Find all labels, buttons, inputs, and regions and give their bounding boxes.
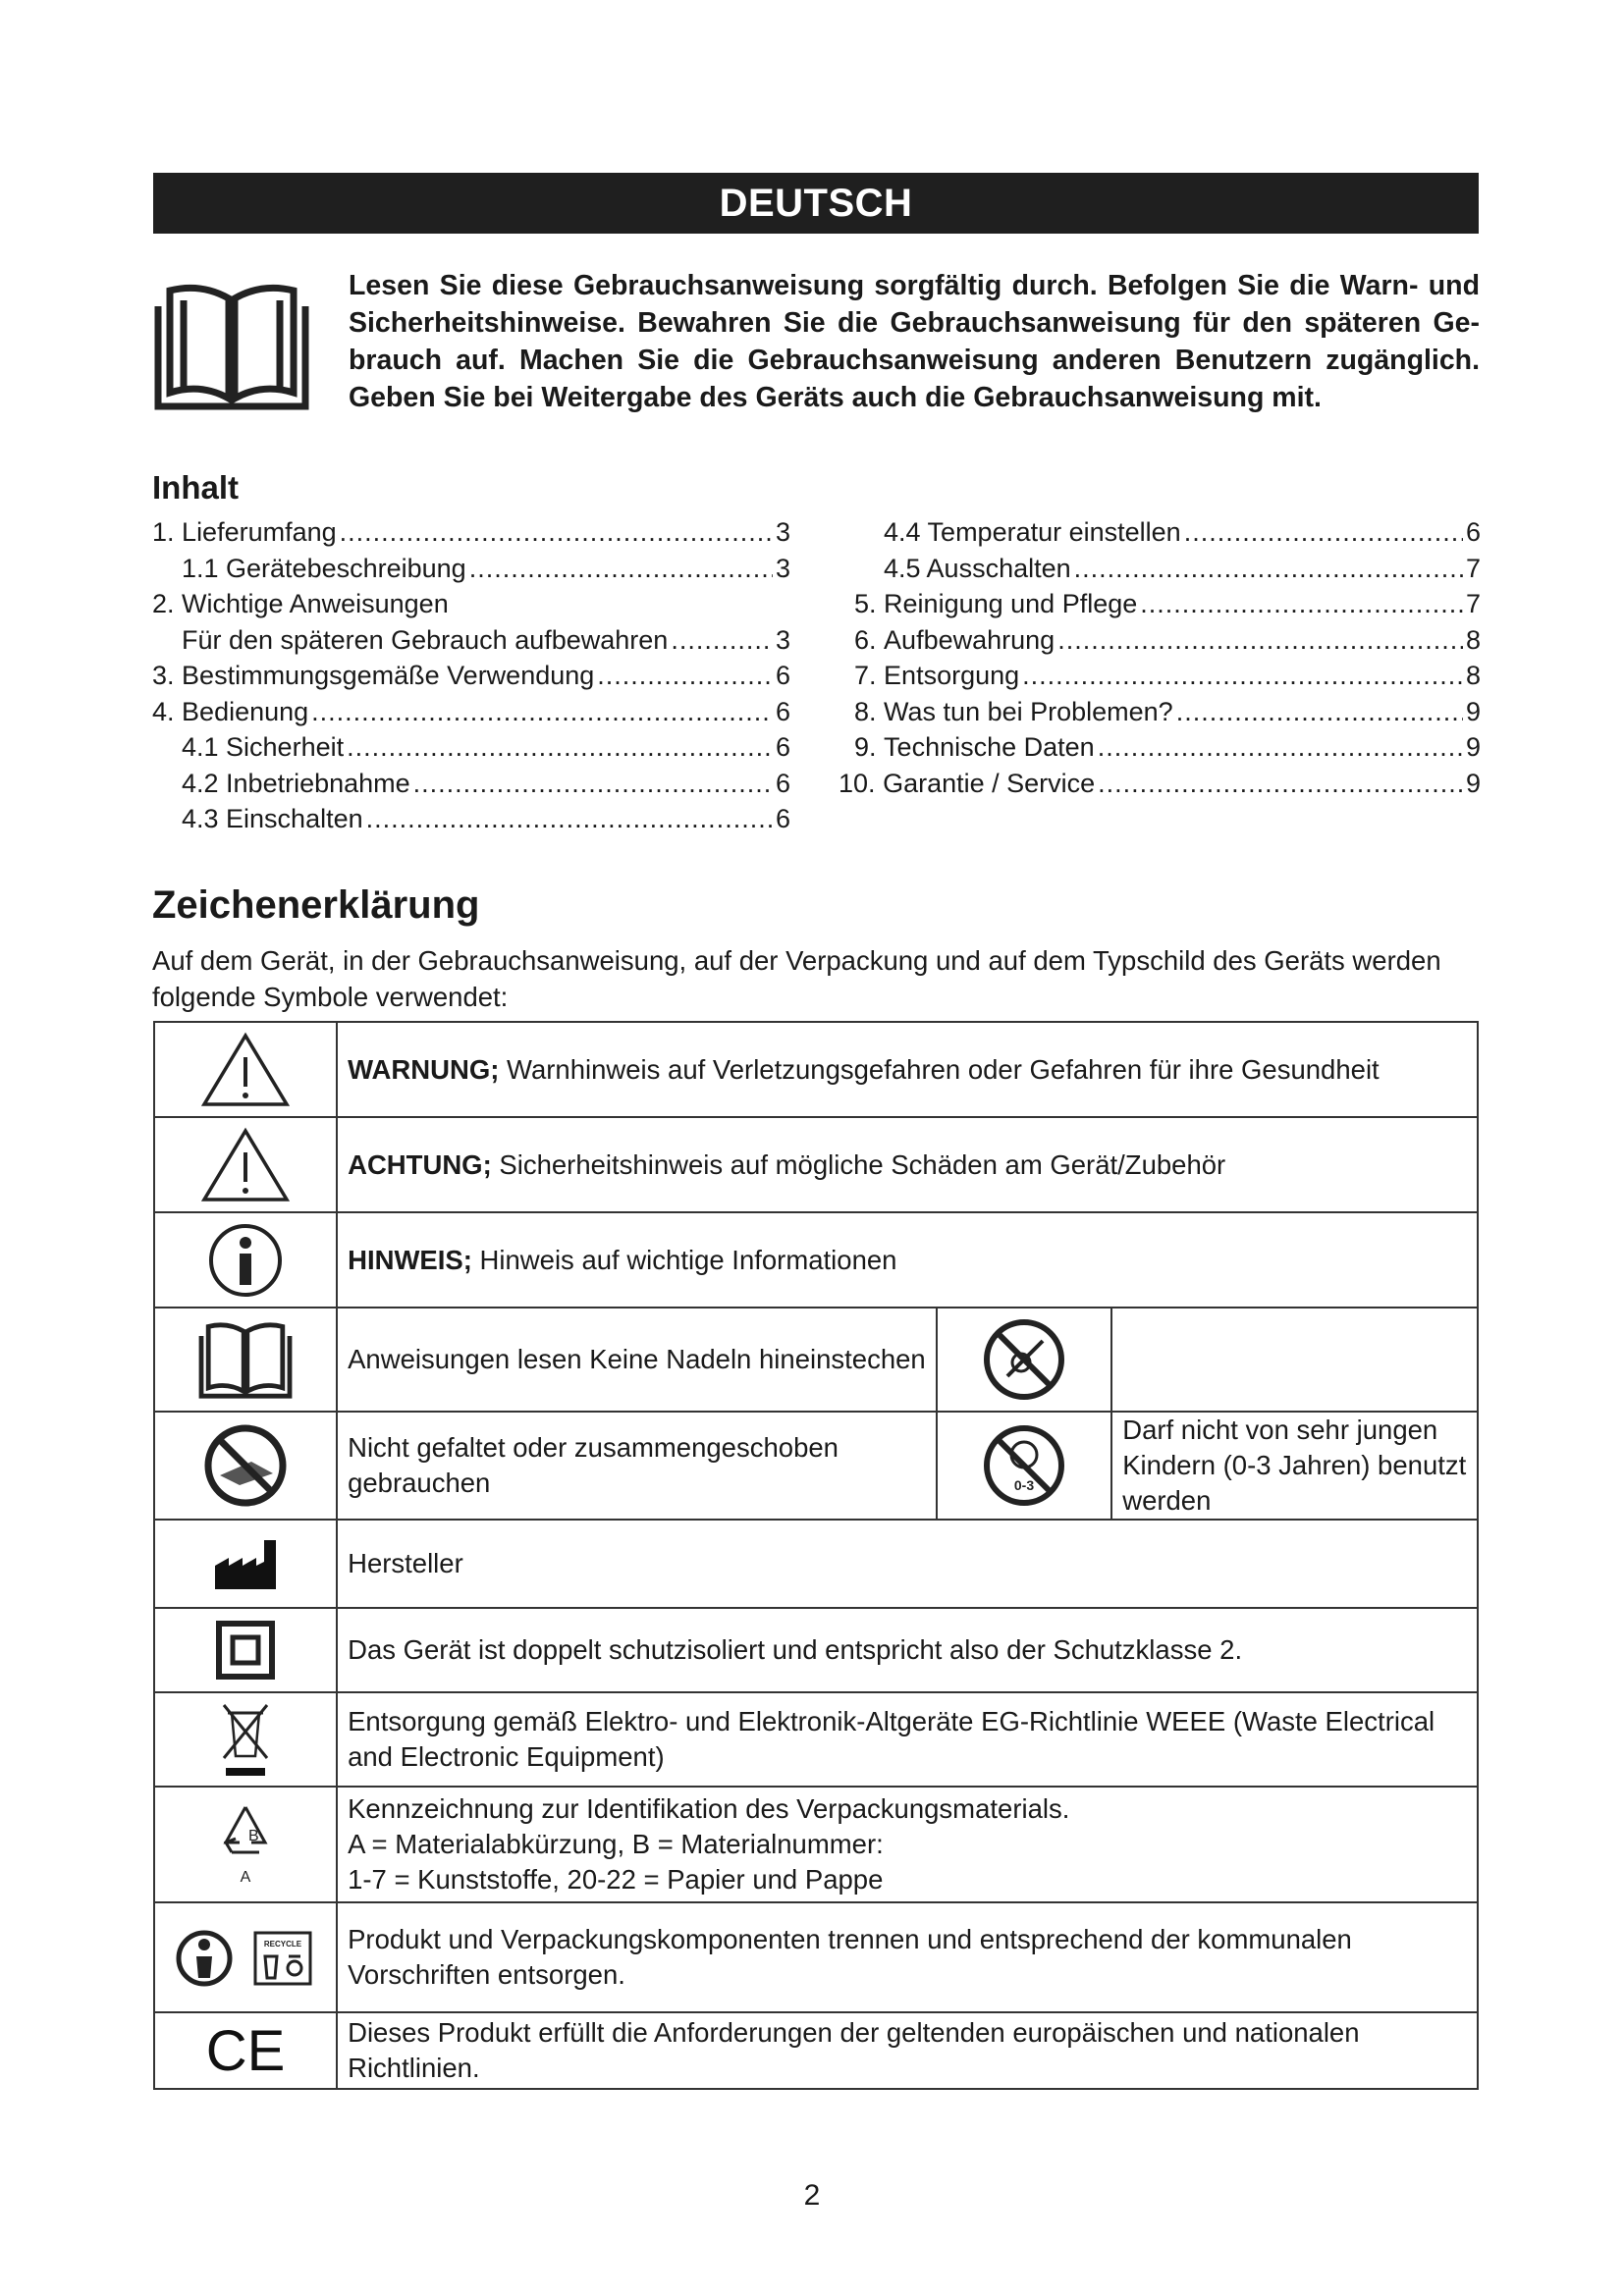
toc-entry[interactable]: 4.4 Temperatur einstellen ..... 6 bbox=[833, 515, 1481, 552]
packaging-line-3: 1-7 = Kunststoffe, 20-22 = Papier und Pappe bbox=[348, 1864, 884, 1895]
symbol-table bbox=[153, 1021, 1479, 2090]
toc-entry[interactable]: 4.5 Ausschalten ..... 7 bbox=[833, 552, 1481, 588]
toc-entry[interactable]: 9. Technische Daten ..... 9 bbox=[833, 730, 1481, 767]
ce-mark: CE bbox=[205, 2023, 286, 2078]
book-icon bbox=[152, 277, 311, 414]
book-icon bbox=[197, 1318, 294, 1401]
language-title: DEUTSCH bbox=[719, 181, 913, 225]
no-needles-text: Keine Nadeln hineinstechen bbox=[589, 1344, 926, 1374]
toc-entry[interactable]: 3. Bestimmungsgemäße Verwendung ..... 6 bbox=[152, 659, 790, 695]
note-text: Hinweis auf wichtige Informationen bbox=[471, 1244, 897, 1275]
toc-title: Inhalt bbox=[152, 469, 239, 506]
warning-text: Warnhinweis auf Verletzungsgefahren oder Gefahren für ihre Gesundheit bbox=[499, 1053, 1380, 1085]
toc-entry[interactable]: 1. Lieferumfang ..... 3 bbox=[152, 515, 790, 552]
separate-waste-text: Produkt und Verpackungskomponenten trennen und entsprechend der kommunalen Vorschriften entsorgen. bbox=[337, 1902, 1478, 2012]
table-row bbox=[154, 1787, 1478, 1902]
table-row bbox=[154, 1520, 1478, 1608]
caution-text: Sicherheitshinweis auf mögliche Schäden am Gerät/Zubehör bbox=[491, 1148, 1226, 1180]
table-row bbox=[154, 1902, 1478, 2012]
toc-entry[interactable]: Für den späteren Gebrauch aufbewahren ..... 3 bbox=[152, 623, 790, 660]
table-row bbox=[154, 1692, 1478, 1787]
recycle-a-label: A bbox=[240, 1869, 251, 1886]
info-icon bbox=[206, 1221, 285, 1300]
language-header bbox=[153, 173, 1479, 234]
caution-triangle-icon bbox=[200, 1127, 291, 1203]
toc-entry[interactable]: 4.3 Einschalten ..... 6 bbox=[152, 802, 790, 838]
table-row bbox=[154, 1212, 1478, 1308]
toc-entry[interactable]: 6. Aufbewahrung ..... 8 bbox=[833, 623, 1481, 660]
toc-entry[interactable]: 4. Bedienung ..... 6 bbox=[152, 695, 790, 731]
legend-intro: Auf dem Gerät, in der Gebrauchsanweisung, auf der Verpackung und auf dem Typschild des Geräts werden folgende Symbole verwendet: bbox=[152, 945, 1441, 1012]
packaging-line-1: Kennzeichnung zur Identifikation des Verpackungsmaterials. bbox=[348, 1793, 1070, 1824]
caution-label: ACHTUNG; bbox=[348, 1148, 492, 1180]
recycling-code-icon bbox=[216, 1799, 275, 1890]
note-label: HINWEIS; bbox=[348, 1244, 472, 1275]
weee-bin-icon bbox=[216, 1699, 275, 1780]
table-row bbox=[154, 1412, 1478, 1520]
double-insulated-text: Das Gerät ist doppelt schutzisoliert und entspricht also der Schutzklasse 2. bbox=[337, 1608, 1478, 1692]
page-number: 2 bbox=[803, 2179, 821, 2212]
not-folded-icon bbox=[202, 1422, 289, 1509]
double-insulation-icon bbox=[215, 1620, 276, 1681]
warning-triangle-icon bbox=[200, 1032, 291, 1108]
ce-text: Dieses Produkt erfüllt die Anforderungen der geltenden europäischen und nationalen Richtlinien. bbox=[337, 2012, 1478, 2089]
toc-left-column bbox=[152, 515, 790, 838]
toc-entry[interactable]: 8. Was tun bei Problemen? ..... 9 bbox=[833, 695, 1481, 731]
not-for-children-icon bbox=[982, 1423, 1066, 1508]
factory-icon bbox=[211, 1536, 280, 1591]
table-row bbox=[154, 1608, 1478, 1692]
manufacturer-text: Hersteller bbox=[337, 1520, 1478, 1608]
ce-mark-icon bbox=[201, 2023, 290, 2078]
recycle-b-label: B bbox=[248, 1828, 259, 1844]
weee-text: Entsorgung gemäß Elektro- und Elektronik-Altgeräte EG-Richtlinie WEEE (Waste Electrical and Electronic Equipment) bbox=[337, 1692, 1478, 1787]
packaging-line-2: A = Materialabkürzung, B = Materialnummer: bbox=[348, 1829, 884, 1859]
age-badge: 0-3 bbox=[1013, 1477, 1035, 1493]
warning-label: WARNUNG; bbox=[348, 1053, 500, 1085]
not-folded-text: Nicht gefaltet oder zusammengeschoben gebrauchen bbox=[337, 1412, 937, 1520]
no-needles-icon bbox=[982, 1317, 1066, 1402]
intro-paragraph: Lesen Sie diese Gebrauchsanweisung sorgfältig durch. Befolgen Sie die Warn- und Sicherheitshinweise. Bewahren Sie die Gebrauchsanweisung für den späteren Gebrauch auf. Machen Sie die Gebrauchsanweisung anderen Benutzern zugänglich. Geben Sie bei Weitergabe des Geräts auch die Gebrauchsanweisung mit. bbox=[349, 270, 1480, 413]
toc-entry[interactable]: 7. Entsorgung ..... 8 bbox=[833, 659, 1481, 695]
not-for-children-text: Darf nicht von sehr jungen Kindern (0-3 Jahren) benutzt werden bbox=[1111, 1412, 1478, 1520]
separate-waste-icon bbox=[167, 1923, 324, 1992]
table-row bbox=[154, 1022, 1478, 1117]
read-instructions-text: Anweisungen lesen bbox=[348, 1344, 582, 1374]
toc-entry[interactable]: 4.1 Sicherheit ..... 6 bbox=[152, 730, 790, 767]
table-row bbox=[154, 1117, 1478, 1212]
toc-entry[interactable]: 10. Garantie / Service ..... 9 bbox=[833, 767, 1481, 803]
recycle-badge-label: RECYCLE bbox=[263, 1940, 302, 1949]
toc-entry[interactable]: 2. Wichtige Anweisungen bbox=[152, 589, 449, 618]
table-row bbox=[154, 2012, 1478, 2089]
toc-entry[interactable]: 5. Reinigung und Pflege ..... 7 bbox=[833, 587, 1481, 623]
table-row bbox=[154, 1308, 1478, 1412]
toc-entry[interactable]: 4.2 Inbetriebnahme ..... 6 bbox=[152, 767, 790, 803]
toc-right-column bbox=[833, 515, 1481, 802]
legend-title: Zeichenerklärung bbox=[152, 883, 480, 927]
toc-entry[interactable]: 1.1 Gerätebeschreibung ..... 3 bbox=[152, 552, 790, 588]
